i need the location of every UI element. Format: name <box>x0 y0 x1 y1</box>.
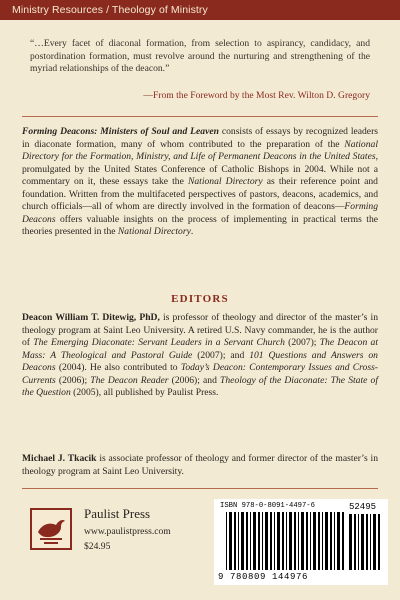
barcode-bar <box>322 512 323 570</box>
barcode-bar <box>334 512 335 570</box>
editor-bio-tkacik <box>22 453 378 478</box>
barcode-bar <box>229 512 232 570</box>
quote-attribution: —From the Foreword by the Most Rev. Wilton D. Gregory <box>143 90 370 101</box>
bio1-text-5: (2006); <box>55 374 91 386</box>
barcode-bar <box>306 512 308 570</box>
barcode-bar <box>289 512 292 570</box>
bio1-text-2: (2007); <box>284 337 320 348</box>
book-price: $24.95 <box>84 541 111 552</box>
dove-icon <box>32 510 70 548</box>
price-code: 52495 <box>349 502 377 512</box>
bio1-book-5: The Deacon Reader <box>90 374 169 386</box>
barcode-bar <box>318 512 320 570</box>
barcode-bar <box>238 512 239 570</box>
barcode-bar <box>337 512 340 570</box>
bio2-text: is associate professor of theology and former director of the master’s in theology program at Saint Leo University. <box>22 453 378 477</box>
barcode-bar <box>258 512 260 570</box>
barcode-bar <box>361 514 364 570</box>
barcode-bar <box>277 512 280 570</box>
isbn-label: ISBN 978-0-8091-4497-6 <box>220 502 315 510</box>
desc-text-2: , promulgated by the United States Conference of Catholic Bishops in 2004. While not a commentary on it, these essays take the <box>22 151 378 187</box>
barcode-bar <box>349 514 352 570</box>
barcode-bar <box>253 512 256 570</box>
publisher-url[interactable]: www.paulistpress.com <box>84 526 171 537</box>
barcode-bar <box>294 512 296 570</box>
desc-text-5: . <box>190 226 194 237</box>
directory-full-title: National Directory for the Formation, Ministry, and Life of Permanent Deacons in the United States <box>22 138 378 162</box>
paulist-press-logo <box>30 508 72 550</box>
barcode-bar <box>298 512 299 570</box>
barcode-bar <box>373 514 376 570</box>
barcode-bar <box>246 512 248 570</box>
barcode-bar <box>274 512 275 570</box>
directory-short-title-1: National Directory <box>187 176 263 187</box>
editor-name-tkacik: Michael J. Tkacik <box>22 453 97 464</box>
barcode-bar <box>310 512 311 570</box>
bio1-book-3: 101 Questions and Answers on Deacons <box>22 349 378 373</box>
barcode-bar <box>313 512 316 570</box>
barcode-bar <box>250 512 251 570</box>
barcode-bar <box>282 512 284 570</box>
publisher-name: Paulist Press <box>84 506 151 521</box>
barcode-bar <box>301 512 304 570</box>
bio1-book-1: The Emerging Diaconate: Servant Leaders in a Servant Church <box>33 337 285 348</box>
barcode-bar <box>342 512 344 570</box>
bio1-text-1: is professor of theology and director of the master’s in theology program at Saint Leo University. A retired U.S. Navy commander, he is the author of <box>22 312 378 348</box>
bio1-book-2: The Deacon at Mass: A Theological and Pastoral Guide <box>22 337 378 361</box>
barcode-bar <box>325 512 328 570</box>
bio1-text-4: (2004). He also contributed to <box>55 362 181 373</box>
book-description <box>22 126 378 239</box>
barcode-bar <box>262 512 263 570</box>
barcode-bar <box>241 512 244 570</box>
desc-text-4: offers valuable insights on the process of implementing in practical terms the theories presented in the <box>22 213 378 237</box>
foreword-quote: “…Every facet of diaconal formation, from selection to aspirancy, candidacy, and postordination formation, must revolve around the nurturing and strengthening of the myriad relationships of the deacon.” <box>30 38 370 75</box>
barcode-bar <box>286 512 287 570</box>
desc-text-1: consists of essays by recognized leaders in diaconate formation, many of whom contributed to the preparation of the <box>22 126 378 150</box>
barcode-block <box>214 499 388 585</box>
category-label: Ministry Resources / Theology of Ministry <box>12 4 208 16</box>
divider-top <box>22 116 378 117</box>
barcode-bar <box>270 512 272 570</box>
book-title: Forming Deacons: Ministers of Soul and Leaven <box>22 126 219 137</box>
directory-short-title-2: National Directory <box>117 226 191 237</box>
barcode-bar <box>370 514 371 570</box>
barcode-bar <box>234 512 236 570</box>
bio1-text-7: (2005), all published by Paulist Press. <box>70 387 219 398</box>
book-short-title: Forming Deacons <box>22 201 378 225</box>
editors-heading: EDITORS <box>171 293 229 305</box>
divider-bottom <box>22 488 378 489</box>
barcode-bar <box>265 512 268 570</box>
barcode-bar <box>358 514 359 570</box>
bio1-book-6: Theology of the Diaconate: The State of the Question <box>22 374 378 398</box>
barcode-bar <box>354 514 356 570</box>
ean-digits: 9 780809 144976 <box>218 572 309 582</box>
editor-name-ditewig: Deacon William T. Ditewig, PhD, <box>22 312 160 323</box>
editor-bio-ditewig <box>22 312 378 400</box>
desc-text-3: as their reference point and foundation. Written from the multifaceted perspectives of pastors, deacons, academics, and church officials—all of whom are directly involved in the formation of deacons— <box>22 176 378 212</box>
bio1-book-4: Today’s Deacon: Contemporary Issues and Cross-Currents <box>22 362 378 386</box>
bio1-text-6: (2006); and <box>168 374 221 386</box>
barcode-bar <box>330 512 332 570</box>
barcode-bar <box>366 514 368 570</box>
barcode-bar <box>226 512 227 570</box>
bio1-text-3: (2007); and <box>192 349 250 361</box>
category-bar <box>0 0 400 20</box>
barcode-bar <box>378 514 380 570</box>
